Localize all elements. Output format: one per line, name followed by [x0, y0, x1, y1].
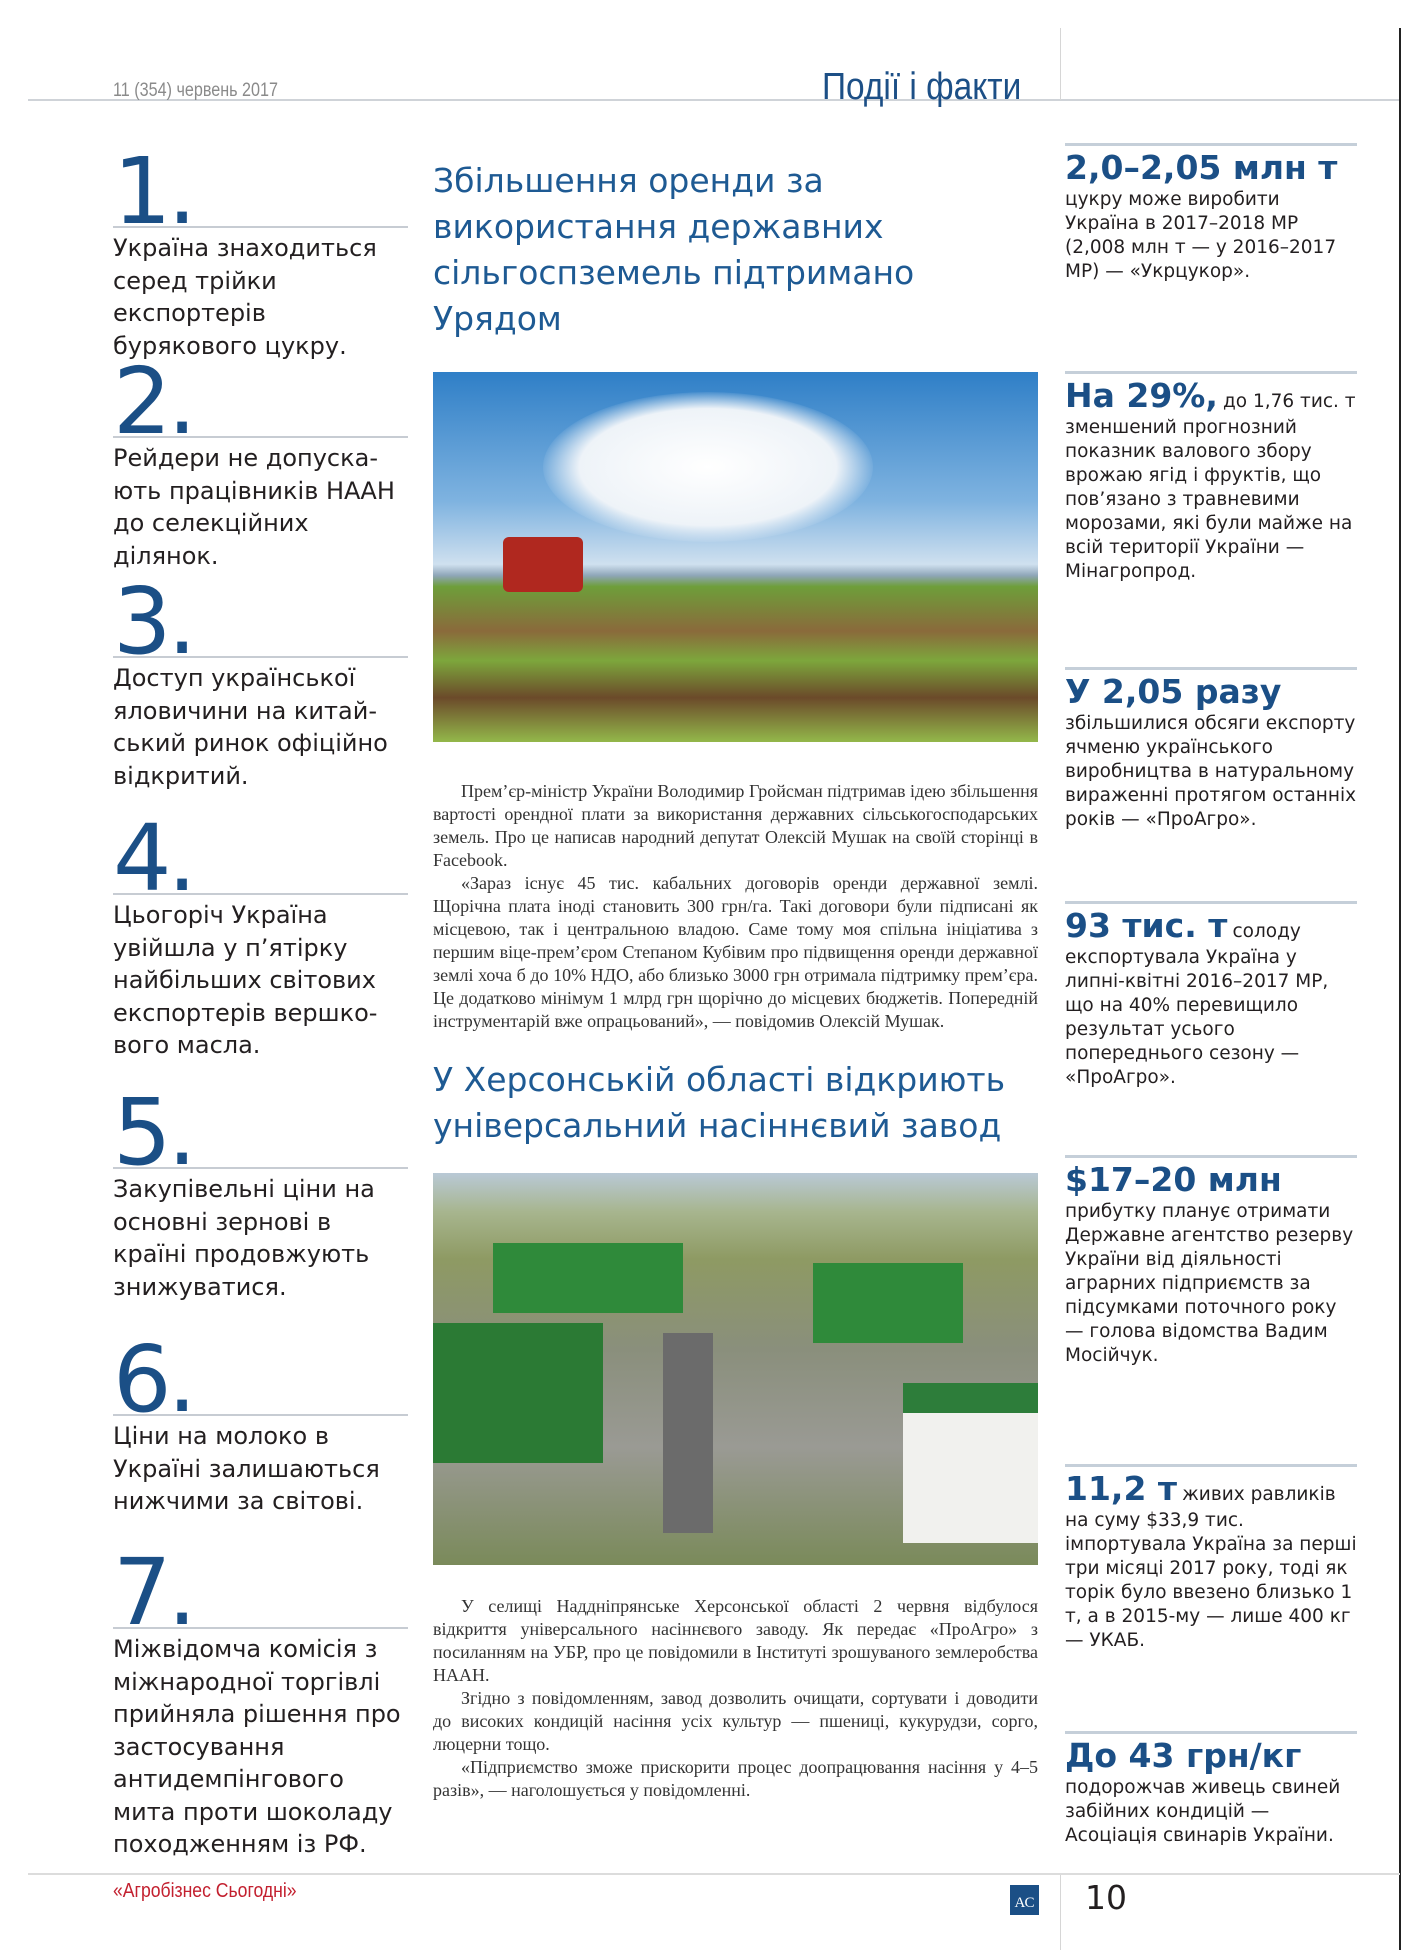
- fact-text: Закупівельні ціни на основні зернові в країні продовжують знижуватися.: [113, 1175, 375, 1301]
- stat-text: живих равликів на суму $33,9 тис. імпортувала Україна за перші три місяці 2017 року, тоді як торік було ввезено близько 1 т, а в 2015-му — лише 400 кг — УКАБ.: [1065, 1484, 1357, 1651]
- paragraph: «Зараз існує 45 тис. кабальних договорів оренди державної землі. Щорічна плата іноді становить 300 грн/га. Такі договори були підписані як місцевою, так і центральною владою. Саме тому моя спільна ініціатива з першим віце-прем’єром Степаном Кубівим про підвищення оренди державної землі хоча б до 10% НДО, або близько 3000 грн отримала підтримку прем’єра. Це додатково мінімум 1 млрд грн щорічно до місцевих бюджетів. Попередній інструментарій вже опрацьований», — повідомив Олексій Мушак.: [433, 873, 1038, 1031]
- stat-item: [1065, 143, 1357, 371]
- stat-item: [1065, 371, 1357, 667]
- article-body: [433, 1595, 1038, 1802]
- stat-value: 93 тис. т: [1065, 906, 1228, 945]
- stat-item: [1065, 901, 1357, 1155]
- stat-item: [1065, 1155, 1357, 1464]
- fact-text: Цьогоріч Україна увійшла у п’ятірку найбільших світових експортерів вершкового масла.: [113, 901, 378, 1059]
- stat-text: прибутку планує отримати Державне агентство резерву України від діяльності аграрних підприємств за підсумками поточного року — голова відомства Вадим Мосійчук.: [1065, 1201, 1354, 1366]
- footer-divider: [1060, 1875, 1061, 1950]
- stat-text: збільшилися обсяги експорту ячменю українського виробництва в натуральному вираженні протягом останніх років — «ПроАгро».: [1065, 713, 1357, 830]
- stats-column: [1065, 143, 1357, 1848]
- fact-text: Україна знаходиться серед трійки експортерів бурякового цукру.: [113, 234, 377, 360]
- fact-item: [113, 1079, 408, 1340]
- paragraph: Прем’єр-міністр України Володимир Гройсман підтримав ідею збільшення вартості орендної плати за використання державних сільськогосподарських земель. Про це написав народний депутат Олексій Мушак на своїй сторінці в Facebook.: [433, 781, 1038, 870]
- fact-text: Міжвідомча комісія з міжнародної торгівлі прийняла рішення про застосування антидемпінгового мита проти шоколаду походженням із РФ.: [113, 1635, 401, 1858]
- fact-item: [113, 568, 408, 819]
- white-building: [903, 1383, 1038, 1543]
- stat-rule: [1065, 1464, 1357, 1467]
- stat-value: 11,2 т: [1065, 1469, 1178, 1508]
- tractor-field-photo: [433, 372, 1038, 742]
- paragraph: «Підприємство зможе прискорити процес доопрацювання насіння у 4–5 разів», — наголошується у повідомленні.: [433, 1757, 1038, 1800]
- fact-number: 5.: [113, 1079, 193, 1186]
- fact-item: [113, 1539, 408, 1861]
- stat-text: цукру може виробити Україна в 2017–2018 МР (2,008 млн т — у 2016–2017 МР) — «Укрцукор».: [1065, 189, 1337, 282]
- fact-item: [113, 348, 408, 582]
- green-building: [433, 1323, 603, 1463]
- stat-value: 2,0–2,05 млн т: [1065, 148, 1338, 187]
- road: [663, 1333, 713, 1533]
- stat-rule: [1065, 1731, 1357, 1734]
- magazine-name: «Агробізнес Сьогодні»: [113, 1880, 297, 1902]
- stat-rule: [1065, 901, 1357, 904]
- fact-number: 2.: [113, 348, 193, 455]
- stat-rule: [1065, 1155, 1357, 1158]
- fact-number: 1.: [113, 138, 193, 245]
- page-number: 10: [1085, 1878, 1127, 1917]
- stat-text: подорожчав живець свиней забійних кондицій — Асоціація свинарів України.: [1065, 1777, 1341, 1846]
- footer-rule: [28, 1873, 1400, 1875]
- stat-value: У 2,05 разу: [1065, 672, 1282, 711]
- page-edge: [1399, 28, 1401, 1950]
- paragraph: Згідно з повідомленням, завод дозволить очищати, сортувати і доводити до високих кондицій насіння усіх культур — пшениці, кукурудзи, сорго, люцерни тощо.: [433, 1688, 1038, 1754]
- green-building: [813, 1263, 963, 1343]
- stat-rule: [1065, 143, 1357, 146]
- header-divider: [1060, 28, 1061, 100]
- article-body: [433, 780, 1038, 1033]
- issue-label: 11 (354) червень 2017: [113, 80, 278, 101]
- fact-text: Доступ української яловичини на китайський ринок офіційно відкритий.: [113, 664, 388, 790]
- fact-text: Рейдери не допускають працівників НААН до селекційних ділянок.: [113, 444, 395, 570]
- seed-plant-photo: [433, 1173, 1038, 1565]
- stat-item: [1065, 1464, 1357, 1731]
- cloud-shape: [543, 392, 873, 542]
- stat-item: [1065, 667, 1357, 901]
- fact-number: 4.: [113, 805, 193, 912]
- green-building: [493, 1243, 683, 1313]
- stat-rule: [1065, 667, 1357, 670]
- stat-value: До 43 грн/кг: [1065, 1736, 1302, 1775]
- stat-text: до 1,76 тис. т зменшений прогнозний показник валового збору врожаю ягід і фруктів, що пов’язано з травневими морозами, які були майже на всій території України — Мінагропрод.: [1065, 391, 1356, 582]
- article-title: У Херсонській області відкриють універсальний насіннєвий завод: [433, 1060, 1006, 1145]
- stat-rule: [1065, 371, 1357, 374]
- fact-number: 3.: [113, 568, 193, 675]
- stat-value: $17–20 млн: [1065, 1160, 1282, 1199]
- articles-column: [433, 158, 1038, 1802]
- stat-item: [1065, 1731, 1357, 1848]
- paragraph: У селищі Наддніпрянське Херсонської області 2 червня відбулося відкриття універсального насіннєвого заводу. Як передає «ПроАгро» з посиланням на УБР, про це повідомили в Інституті зрошуваного землеробства НААН.: [433, 1596, 1038, 1685]
- facts-column: [113, 138, 408, 1861]
- stat-text: солоду експортувала Україна у липні-квітні 2016–2017 МР, що на 40% перевищило результат усього попереднього сезону — «ПроАгро».: [1065, 921, 1329, 1088]
- tractor-shape: [503, 537, 583, 592]
- fact-text: Ціни на молоко в Україні залишаються нижчими за світові.: [113, 1422, 380, 1515]
- fact-number: 7.: [113, 1539, 193, 1646]
- fact-item: [113, 1326, 408, 1553]
- fact-number: 6.: [113, 1326, 193, 1433]
- fact-item: [113, 138, 408, 362]
- section-title: Події і факти: [822, 66, 1022, 108]
- fact-item: [113, 805, 408, 1093]
- stat-value: На 29%,: [1065, 376, 1218, 415]
- magazine-logo: АС: [1010, 1885, 1039, 1915]
- article-title: Збільшення оренди за використання державних сільгоспземель підтримано Урядом: [433, 161, 915, 338]
